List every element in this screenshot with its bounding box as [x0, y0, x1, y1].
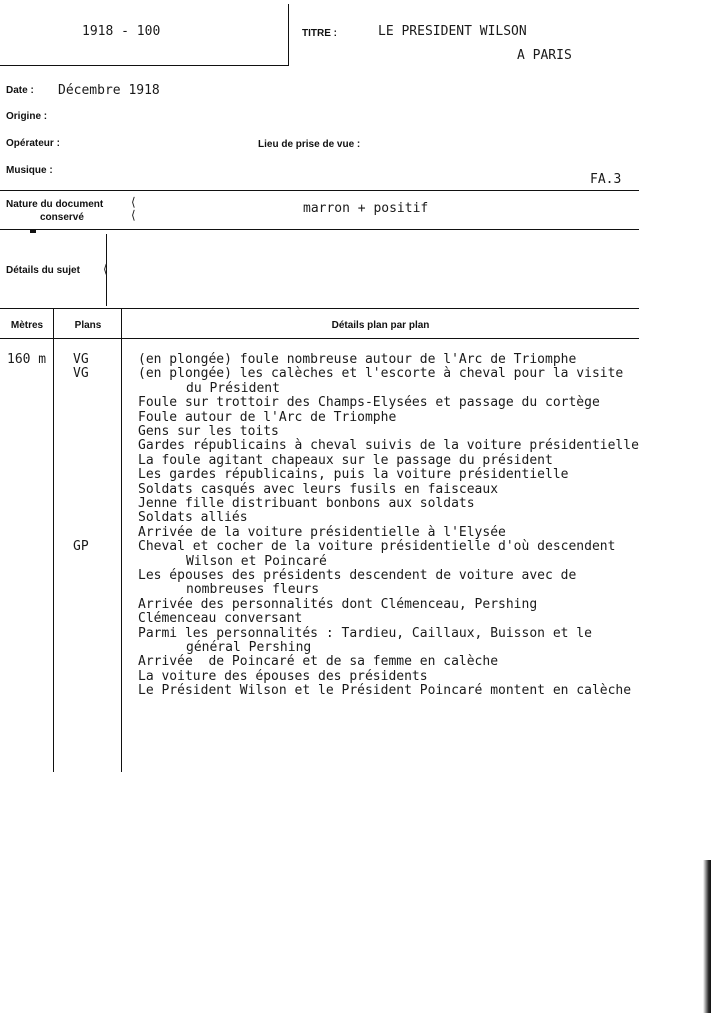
- row-detail: Foule sur trottoir des Champs-Elysées et passage du cortège: [138, 395, 600, 411]
- table-row: [0, 483, 711, 497]
- table-row: [0, 555, 711, 569]
- row-detail: Arrivée des personnalités dont Clémenceau, Pershing: [138, 596, 538, 612]
- archive-code: FA.3: [590, 172, 622, 187]
- rule-mark: [30, 230, 36, 233]
- table-row: [0, 382, 711, 396]
- table-row: [0, 439, 711, 453]
- table-row: [0, 526, 711, 540]
- table-row: [0, 353, 711, 367]
- table-row: [0, 367, 711, 381]
- nature-value: marron + positif: [303, 201, 429, 216]
- row-plan: VG: [73, 366, 89, 382]
- header-bottom-rule: [0, 65, 289, 66]
- row-detail: Arrivée de la voiture présidentielle à l'Elysée: [138, 524, 506, 540]
- table-row: [0, 454, 711, 468]
- reference-number: 1918 - 100: [82, 24, 161, 39]
- row-detail: Le Président Wilson et le Président Poincaré montent en calèche: [138, 683, 632, 699]
- title-line-1: LE PRESIDENT WILSON: [378, 24, 527, 39]
- row-detail: nombreuses fleurs: [186, 582, 320, 598]
- nature-brace-1: ⟨: [131, 195, 136, 209]
- titre-label: TITRE :: [302, 28, 337, 39]
- row-detail: Gardes républicains à cheval suivis de la voiture présidentielle: [138, 438, 639, 454]
- table-row: [0, 655, 711, 669]
- page-edge: [703, 860, 711, 1013]
- nature-label-line-2: conservé: [40, 212, 84, 223]
- table-row: [0, 641, 711, 655]
- table-row: [0, 612, 711, 626]
- operateur-label: Opérateur :: [6, 138, 60, 149]
- table-row: [0, 497, 711, 511]
- sujet-top-rule: [0, 229, 639, 230]
- row-detail: Jenne fille distribuant bonbons aux soldats: [138, 496, 475, 511]
- table-row: [0, 396, 711, 410]
- row-detail: Wilson et Poincaré: [186, 553, 327, 569]
- col-header-metres: Mètres: [10, 320, 44, 331]
- row-detail: Les épouses des présidents descendent de voiture avec de: [138, 568, 577, 583]
- row-detail: Parmi les personnalités : Tardieu, Caillaux, Buisson et le: [138, 625, 592, 641]
- table-row: [0, 468, 711, 482]
- table-row: [0, 583, 711, 597]
- title-line-2: A PARIS: [517, 48, 572, 63]
- row-plan: GP: [73, 539, 89, 555]
- row-detail: Arrivée de Poincaré et de sa femme en calèche: [138, 654, 499, 670]
- table-top-rule: [0, 308, 639, 309]
- row-detail: Soldats alliés: [138, 510, 248, 526]
- table-row: [0, 670, 711, 684]
- row-detail: Gens sur les toits: [138, 424, 279, 439]
- date-label: Date :: [6, 85, 34, 96]
- row-detail: (en plongée) les calèches et l'escorte à cheval pour la visite: [138, 366, 624, 382]
- row-detail: général Pershing: [186, 640, 312, 655]
- table-row: [0, 411, 711, 425]
- table-row: [0, 425, 711, 439]
- row-detail: Cheval et cocher de la voiture présidentielle d'où descendent: [138, 539, 616, 555]
- origine-label: Origine :: [6, 111, 48, 122]
- row-detail: Soldats casqués avec leurs fusils en faisceaux: [138, 481, 499, 497]
- sujet-label: Détails du sujet: [6, 265, 80, 276]
- lieu-label: Lieu de prise de vue :: [258, 139, 361, 150]
- header-divider: [288, 4, 289, 66]
- nature-top-rule: [0, 190, 639, 191]
- row-detail: (en plongée) foule nombreuse autour de l'Arc de Triomphe: [138, 352, 577, 367]
- nature-brace-2: ⟨: [131, 208, 136, 222]
- row-detail: Clémenceau conversant: [138, 611, 303, 627]
- row-plan: VG: [73, 352, 89, 367]
- row-detail: La foule agitant chapeaux sur le passage du président: [138, 452, 553, 468]
- table-row: [0, 511, 711, 525]
- table-row: [0, 569, 711, 583]
- date-value: Décembre 1918: [58, 83, 160, 98]
- table-row: [0, 598, 711, 612]
- row-detail: Foule autour de l'Arc de Triomphe: [138, 409, 397, 425]
- table-row: [0, 627, 711, 641]
- col-header-details: Détails plan par plan: [331, 320, 430, 331]
- row-metres: 160 m: [7, 352, 47, 367]
- table-row: [0, 540, 711, 554]
- sujet-brace: ⟨: [103, 262, 108, 276]
- row-detail: Les gardes républicains, puis la voiture présidentielle: [138, 467, 569, 483]
- musique-label: Musique :: [6, 165, 53, 176]
- table-row: [0, 684, 711, 698]
- row-detail: du Président: [186, 380, 280, 396]
- col-header-plans: Plans: [74, 320, 102, 331]
- row-detail: La voiture des épouses des présidents: [138, 668, 428, 684]
- nature-label-line-1: Nature du document: [6, 199, 104, 210]
- table-header-rule: [0, 338, 639, 339]
